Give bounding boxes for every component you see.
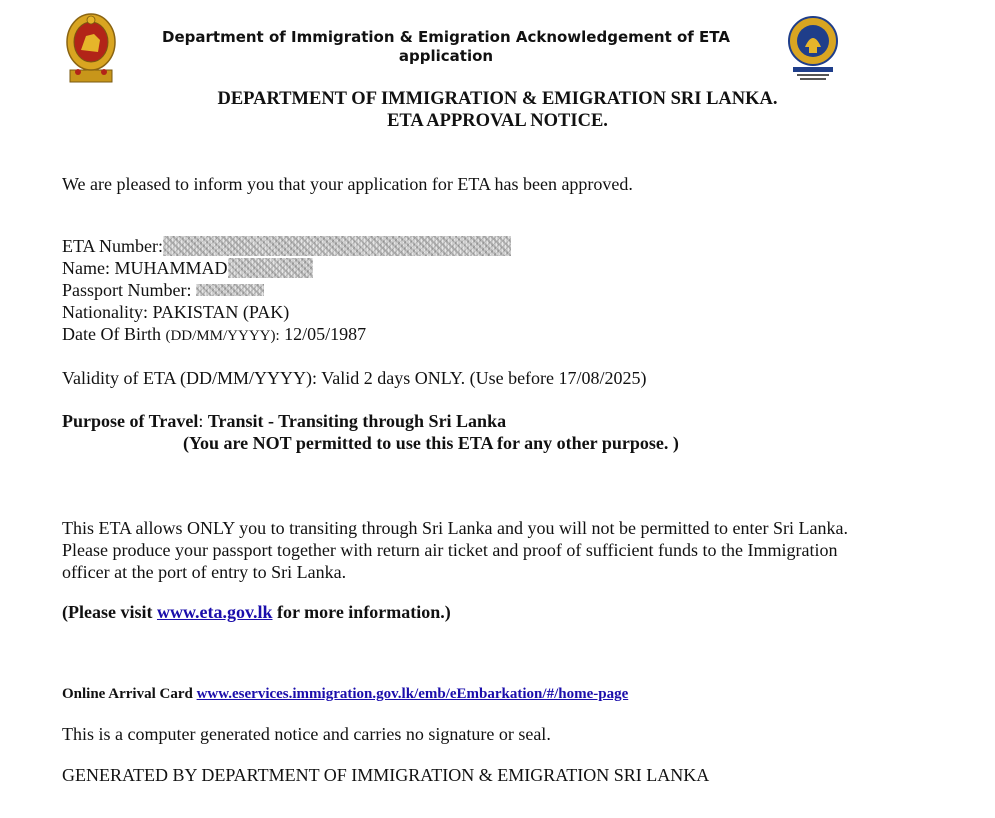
redacted-name	[228, 258, 313, 278]
name-value: MUHAMMAD	[114, 258, 228, 278]
redacted-passport-number	[196, 284, 264, 296]
nationality-value: PAKISTAN (PAK)	[152, 302, 290, 322]
visit-suffix: for more information.)	[277, 602, 451, 622]
notice-heading-line2: ETA APPROVAL NOTICE.	[387, 111, 608, 131]
nationality-row	[62, 301, 511, 323]
applicant-details	[62, 235, 511, 347]
dob-format: (DD/MM/YYYY):	[165, 328, 280, 344]
approval-message: We are pleased to inform you that your application for ETA has been approved.	[62, 174, 633, 194]
condition-line: Please produce your passport together with return air ticket and proof of sufficient funds to the Immigration	[62, 540, 838, 560]
eta-number-row	[62, 235, 511, 257]
header-title: Department of Immigration & Emigration Acknowledgement of ETA application	[162, 28, 730, 65]
condition-line: This ETA allows ONLY you to transiting through Sri Lanka and you will not be permitted to enter Sri Lanka.	[62, 518, 848, 538]
visit-info	[62, 601, 451, 623]
purpose-label: Purpose of Travel	[62, 411, 199, 431]
footer-text: GENERATED BY DEPARTMENT OF IMMIGRATION & EMIGRATION SRI LANKA	[62, 765, 710, 785]
dob-label: Date Of Birth	[62, 324, 161, 344]
disclaimer-text: This is a computer generated notice and carries no signature or seal.	[62, 724, 551, 744]
arrival-card-label: Online Arrival Card	[62, 686, 193, 702]
eta-number-label: ETA Number:	[62, 236, 164, 256]
purpose-colon: :	[198, 411, 204, 431]
purpose-row	[62, 410, 506, 432]
eta-website-link[interactable]: www.eta.gov.lk	[156, 602, 273, 622]
nationality-label: Nationality:	[62, 302, 148, 322]
name-row	[62, 257, 511, 279]
name-label: Name:	[62, 258, 110, 278]
dob-value: 12/05/1987	[284, 324, 367, 344]
notice-heading-line1: DEPARTMENT OF IMMIGRATION & EMIGRATION SRI LANKA.	[217, 89, 778, 109]
dob-row	[62, 323, 511, 347]
passport-label: Passport Number:	[62, 280, 192, 300]
validity-text: Validity of ETA (DD/MM/YYYY): Valid 2 days ONLY. (Use before 17/08/2025)	[62, 368, 647, 388]
arrival-card-link[interactable]: www.eservices.immigration.gov.lk/emb/eEmbarkation/#/home-page	[196, 686, 629, 702]
purpose-note: (You are NOT permitted to use this ETA for any other purpose. )	[183, 433, 679, 453]
visit-prefix: (Please visit	[62, 602, 153, 622]
redacted-eta-number	[163, 236, 511, 256]
arrival-card-row	[62, 683, 628, 705]
conditions-paragraph	[62, 517, 848, 583]
purpose-value: Transit - Transiting through Sri Lanka	[207, 411, 507, 431]
sri-lanka-emblem-icon	[64, 10, 118, 84]
immigration-department-emblem-icon	[787, 11, 839, 83]
notice-heading	[0, 88, 995, 132]
passport-row	[62, 279, 511, 301]
condition-line: officer at the port of entry to Sri Lanka.	[62, 562, 347, 582]
